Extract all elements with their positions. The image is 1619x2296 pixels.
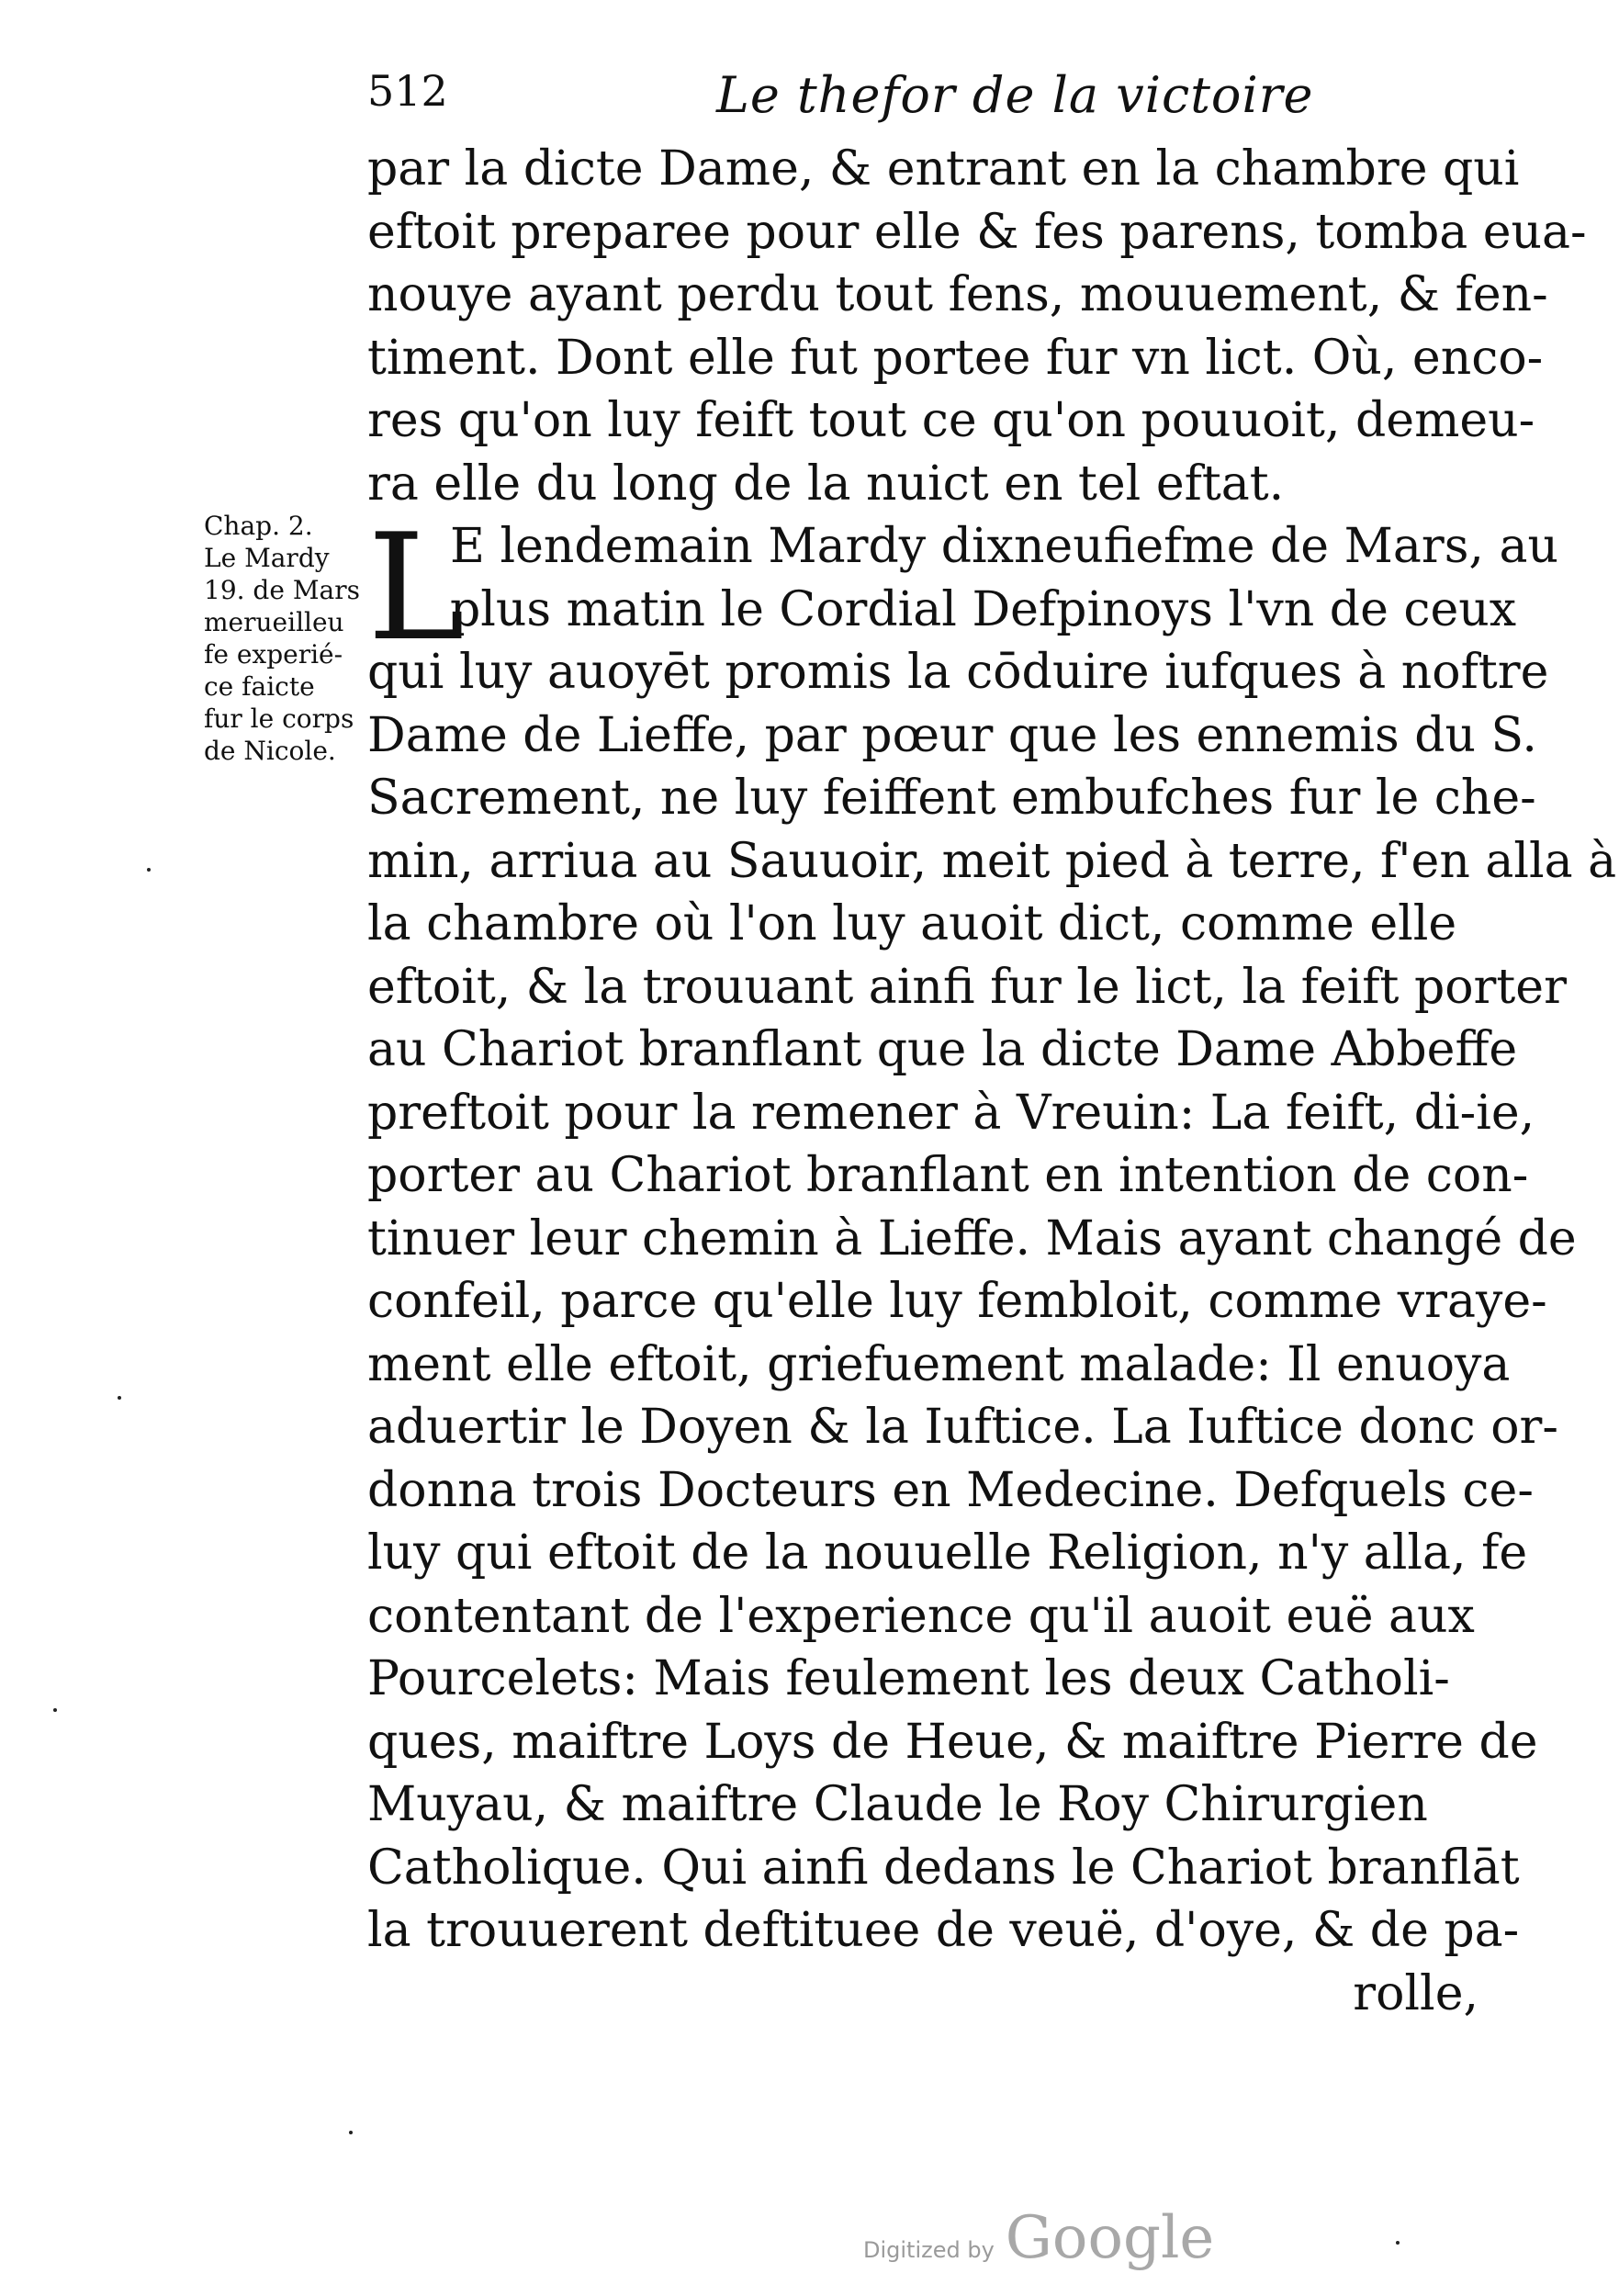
text-line: la trouuerent deftituee de veuë, d'oye, & de pa- — [367, 1903, 1520, 1958]
ink-speck — [118, 1396, 121, 1400]
digitized-by-label: Digitized by — [863, 2237, 995, 2263]
ink-speck — [53, 1708, 57, 1712]
text-line: porter au Chariot branflant en intention de con- — [367, 1148, 1529, 1203]
text-line: nouye ayant perdu tout fens, mouuement, & fen- — [367, 267, 1548, 322]
margin-note-line: merueilleu — [204, 607, 344, 637]
text-line: eftoit preparee pour elle & fes parens, tomba eua- — [367, 204, 1587, 260]
text-line: qui luy auoyēt promis la cōduire iufques à noftre — [367, 645, 1549, 700]
margin-note-line: Chap. 2. — [204, 511, 313, 541]
margin-note-line: de Nicole. — [204, 736, 336, 766]
drop-capital: L — [367, 501, 466, 673]
text-line: eftoit, & la trouuant ainfi fur le lict, la feift porter — [367, 959, 1567, 1015]
text-line: res qu'on luy feift tout ce qu'on pouuoit, demeu- — [367, 393, 1535, 448]
text-line: ment elle eftoit, griefuement malade: Il enuoya — [367, 1336, 1511, 1392]
text-line: Sacrement, ne luy feiffent embufches fur le che- — [367, 771, 1536, 826]
digitization-watermark — [863, 2204, 1231, 2287]
text-line: par la dicte Dame, & entrant en la chambre qui — [367, 141, 1520, 197]
text-line: plus matin le Cordial Defpinoys l'vn de ceux — [450, 581, 1517, 637]
margin-note-line: ce faicte — [204, 671, 315, 702]
text-line: ques, maiftre Loys de Heue, & maiftre Pierre de — [367, 1714, 1538, 1770]
margin-note-line: Le Mardy — [204, 543, 330, 573]
ink-speck — [1396, 2241, 1400, 2245]
text-line: aduertir le Doyen & la Iuftice. La Iuftice donc or- — [367, 1400, 1558, 1455]
text-line: Pourcelets: Mais feulement les deux Catholi- — [367, 1651, 1450, 1706]
google-wordmark: Google — [1005, 2204, 1215, 2272]
margin-note-line: 19. de Mars — [204, 575, 360, 605]
text-line: Catholique. Qui ainfi dedans le Chariot branflāt — [367, 1840, 1520, 1896]
page-header — [367, 66, 1469, 140]
margin-note-line: fe experié- — [204, 639, 343, 670]
margin-note — [204, 510, 369, 767]
ink-speck — [147, 868, 151, 872]
text-line: au Chariot branflant que la dicte Dame Abbeffe — [367, 1022, 1518, 1077]
ink-speck — [349, 2131, 353, 2134]
body-text — [367, 138, 1617, 2025]
text-line: Muyau, & maiftre Claude le Roy Chirurgien — [367, 1777, 1428, 1832]
text-line: ra elle du long de la nuict en tel eftat. — [367, 456, 1285, 512]
text-line: donna trois Docteurs en Medecine. Defquels ce- — [367, 1462, 1534, 1518]
page-number: 512 — [367, 66, 448, 116]
text-line: tinuer leur chemin à Lieffe. Mais ayant changé de — [367, 1210, 1577, 1266]
text-line: min, arriua au Sauuoir, meit pied à terre, f'en alla à — [367, 833, 1617, 889]
text-line: preftoit pour la remener à Vreuin: La feift, di-ie, — [367, 1085, 1535, 1141]
text-line: luy qui eftoit de la nouuelle Religion, n'y alla, fe — [367, 1525, 1528, 1581]
text-line: la chambre où l'on luy auoit dict, comme elle — [367, 896, 1457, 951]
text-line: Dame de Lieffe, par pœur que les ennemis du S. — [367, 707, 1537, 763]
text-line: contentant de l'experience qu'il auoit euë aux — [367, 1588, 1475, 1644]
running-title: Le thefor de la victoire — [716, 66, 1314, 124]
margin-note-line: fur le corps — [204, 703, 354, 734]
text-line: E lendemain Mardy dixneufiefme de Mars, au — [450, 519, 1558, 574]
catchword: rolle, — [1353, 1965, 1478, 2021]
text-line: confeil, parce qu'elle luy fembloit, comme vraye- — [367, 1274, 1547, 1329]
text-line: timent. Dont elle fut portee fur vn lict. Où, enco- — [367, 330, 1544, 386]
